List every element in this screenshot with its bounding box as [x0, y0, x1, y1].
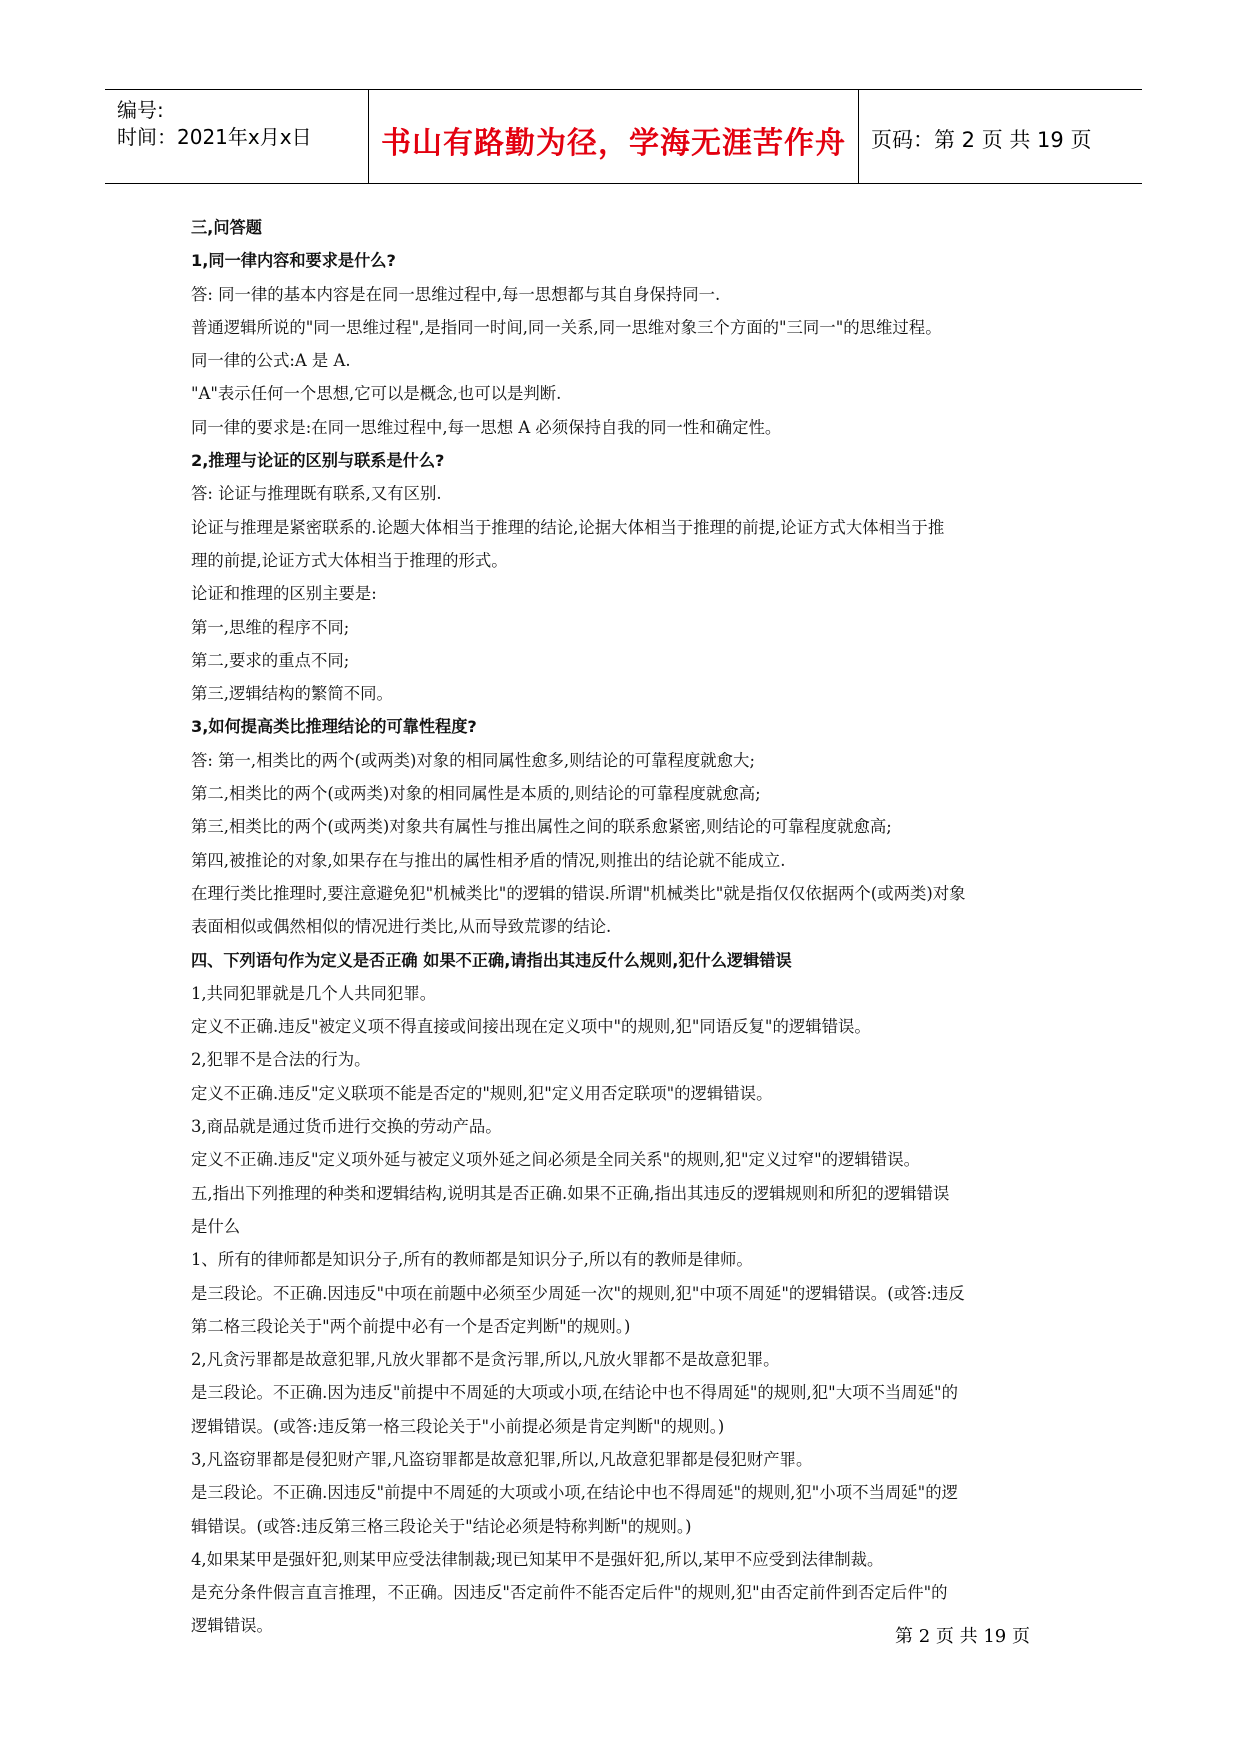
- date-label: 时间：2021年x月x日: [117, 125, 312, 149]
- header-motto-cell: [368, 90, 859, 183]
- text-line: 是三段论。不正确.因违反"前提中不周延的大项或小项,在结论中也不得周延"的规则,犯"小项不当周延"的逻: [191, 1483, 958, 1503]
- text-line: 1,共同犯罪就是几个人共同犯罪。: [191, 983, 437, 1003]
- text-line: 在理行类比推理时,要注意避免犯"机械类比"的逻辑的错误.所谓"机械类比"就是指仅仅依据两个(或两类)对象: [191, 883, 966, 903]
- text-line: 3,商品就是通过货币进行交换的劳动产品。: [191, 1117, 502, 1137]
- text-line: 理的前提,论证方式大体相当于推理的形式。: [191, 550, 508, 570]
- text-line: 逻辑错误。: [191, 1616, 273, 1636]
- text-line: 辑错误。(或答:违反第三格三段论关于"结论必须是特称判断"的规则。): [191, 1516, 692, 1536]
- text-line: 第三,相类比的两个(或两类)对象共有属性与推出属性之间的联系愈紧密,则结论的可靠程度就愈高;: [191, 817, 892, 837]
- text-line: 2,犯罪不是合法的行为。: [191, 1050, 371, 1070]
- text-line: 第二,要求的重点不同;: [191, 650, 350, 670]
- motto-text: 书山有路勤为径，学海无涯苦作舟: [381, 126, 846, 161]
- section-heading: 1,同一律内容和要求是什么?: [191, 251, 396, 271]
- text-line: 是充分条件假言直言推理，不正确。因违反"否定前件不能否定后件"的规则,犯"由否定前件到否定后件"的: [191, 1583, 948, 1603]
- text-line: 3,凡盗窃罪都是侵犯财产罪,凡盗窃罪都是故意犯罪,所以,凡故意犯罪都是侵犯财产罪。: [191, 1449, 813, 1469]
- text-line: 是三段论。不正确.因为违反"前提中不周延的大项或小项,在结论中也不得周延"的规则,犯"大项不当周延"的: [191, 1383, 958, 1403]
- text-line: 第二,相类比的两个(或两类)对象的相同属性是本质的,则结论的可靠程度就愈高;: [191, 784, 761, 804]
- text-line: 定义不正确.违反"被定义项不得直接或间接出现在定义项中"的规则,犯"同语反复"的逻辑错误。: [191, 1017, 871, 1037]
- section-heading: 2,推理与论证的区别与联系是什么?: [191, 451, 445, 471]
- page-header: [105, 89, 1142, 184]
- text-line: "A"表示任何一个思想,它可以是概念,也可以是判断.: [191, 384, 562, 404]
- text-line: 同一律的要求是:在同一思维过程中,每一思想 A 必须保持自我的同一性和确定性。: [191, 417, 782, 437]
- text-line: 第一,思维的程序不同;: [191, 617, 350, 637]
- text-line: 答: 第一,相类比的两个(或两类)对象的相同属性愈多,则结论的可靠程度就愈大;: [191, 750, 755, 770]
- text-line: 论证和推理的区别主要是:: [191, 584, 377, 604]
- text-line: 1、所有的律师都是知识分子,所有的教师都是知识分子,所以有的教师是律师。: [191, 1250, 753, 1270]
- text-line: 第三,逻辑结构的繁简不同。: [191, 684, 393, 704]
- text-line: 4,如果某甲是强奸犯,则某甲应受法律制裁;现已知某甲不是强奸犯,所以,某甲不应受到法律制裁。: [191, 1549, 884, 1569]
- text-line: 是三段论。不正确.因违反"中项在前题中必须至少周延一次"的规则,犯"中项不周延"的逻辑错误。(或答:违反: [191, 1283, 965, 1303]
- section-heading: 3,如何提高类比推理结论的可靠性程度?: [191, 717, 477, 737]
- text-line: 第四,被推论的对象,如果存在与推出的属性相矛盾的情况,则推出的结论就不能成立.: [191, 850, 786, 870]
- text-line: 表面相似或偶然相似的情况进行类比,从而导致荒谬的结论.: [191, 917, 612, 937]
- text-line: 逻辑错误。(或答:违反第一格三段论关于"小前提必须是肯定判断"的规则。): [191, 1416, 725, 1436]
- text-line: 2,凡贪污罪都是故意犯罪,凡放火罪都不是贪污罪,所以,凡放火罪都不是故意犯罪。: [191, 1350, 780, 1370]
- text-line: 五,指出下列推理的种类和逻辑结构,说明其是否正确.如果不正确,指出其违反的逻辑规则和所犯的逻辑错误: [191, 1183, 950, 1203]
- document-body: [191, 211, 1061, 1643]
- text-line: 定义不正确.违反"定义项外延与被定义项外延之间必须是全同关系"的规则,犯"定义过窄"的逻辑错误。: [191, 1150, 920, 1170]
- header-meta-cell: [105, 90, 368, 183]
- section-heading: 四、下列语句作为定义是否正确 如果不正确,请指出其违反什么规则,犯什么逻辑错误: [191, 950, 792, 970]
- text-line: 答: 同一律的基本内容是在同一思维过程中,每一思想都与其自身保持同一.: [191, 284, 721, 304]
- page-footer: 第 2 页 共 19 页: [895, 1626, 1030, 1647]
- section-heading: 三,问答题: [191, 218, 262, 237]
- text-line: 是什么: [191, 1216, 241, 1236]
- text-line: 论证与推理是紧密联系的.论题大体相当于推理的结论,论据大体相当于推理的前提,论证方式大体相当于推: [191, 517, 945, 537]
- serial-number-label: 编号:: [117, 98, 164, 122]
- text-line: 答: 论证与推理既有联系,又有区别.: [191, 484, 442, 504]
- page-number-label: 页码：第 2 页 共 19 页: [871, 128, 1092, 152]
- text-line: 定义不正确.违反"定义联项不能是否定的"规则,犯"定义用否定联项"的逻辑错误。: [191, 1083, 773, 1103]
- text-line: 普通逻辑所说的"同一思维过程",是指同一时间,同一关系,同一思维对象三个方面的"三同一"的思维过程。: [191, 317, 942, 337]
- header-page-cell: [859, 90, 1142, 183]
- text-line: 同一律的公式:A 是 A.: [191, 351, 351, 371]
- text-line: 第二格三段论关于"两个前提中必有一个是否定判断"的规则。): [191, 1316, 631, 1336]
